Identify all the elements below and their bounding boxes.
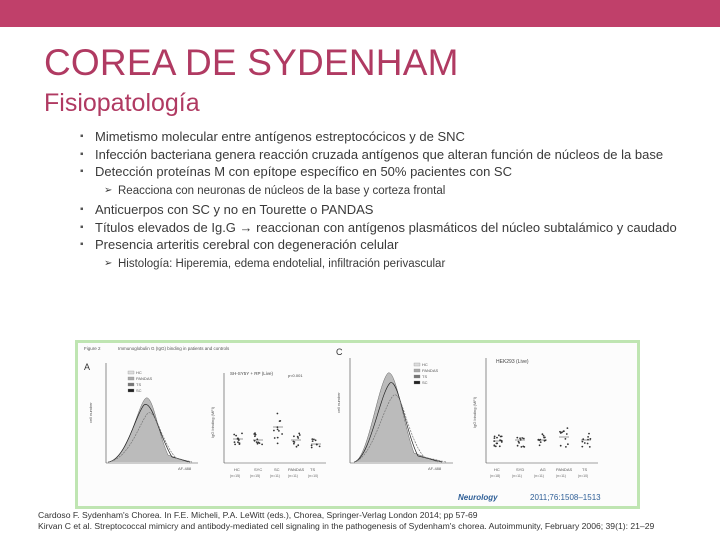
scatter-dot [311,447,313,449]
panel-b-title: SH-SY5Y + RP (Live) [230,371,273,376]
scatter-dot [313,439,315,441]
scatter-dot [565,446,567,448]
scatter-dot [494,436,496,438]
svg-text:HC: HC [136,370,142,375]
panel-b-dotplot [210,371,326,478]
scatter-dot [499,445,501,447]
scatter-dot [563,430,565,432]
panel-d-dotplot [472,358,598,478]
scatter-dot [567,443,569,445]
scatter-dot [239,442,241,444]
sub-bullet-item: ➢ Reacciona con neuronas de núcleos de la base y corteza frontal [80,183,680,200]
svg-text:PANDAS: PANDAS [288,467,305,472]
scatter-dot [521,437,523,439]
scatter-dot [274,437,276,439]
scatter-dot [279,420,281,422]
scatter-dot [311,438,313,440]
ylabel-d: IgG binding (MFI) [472,396,477,428]
scatter-dot [319,446,321,448]
scatter-dot [297,444,299,446]
arrow-marker-icon: ➢ [104,184,113,196]
scatter-dot [566,433,568,435]
panel-b-pvalue: p<0.001 [288,373,303,378]
svg-text:(n=11): (n=11) [534,474,544,478]
scatter-dot [293,435,295,437]
scatter-dot [258,442,260,444]
scatter-dot [293,441,295,443]
svg-text:PANDAS: PANDAS [422,368,439,373]
scatter-dot [516,437,518,439]
scatter-dot [589,446,591,448]
scatter-dot [299,434,301,436]
journal-name: Neurology [458,493,498,502]
svg-text:HC: HC [422,362,428,367]
svg-text:(n=11): (n=11) [556,474,566,478]
svg-text:TS: TS [422,374,428,379]
svg-text:SYC: SYC [254,467,263,472]
scatter-dot [256,441,258,443]
bullet-item: ▪ Títulos elevados de Ig.G → reaccionan con antígenos plasmáticos del núcleo subtalámico y caudado [80,219,677,235]
bullet-item: ▪ Detección proteínas M con epítope específico en 50% pacientes con SC [80,164,512,179]
panel-c-histogram [336,358,453,471]
figure-caption: Immunoglobulin G (IgG) binding in patients and controls [118,346,230,351]
scatter-dot [494,437,496,439]
ylabel-a: cell number [88,402,93,423]
svg-text:SYD: SYD [516,467,525,472]
svg-text:(n=10): (n=10) [308,474,319,478]
top-accent-bar [0,0,720,27]
scatter-dot [539,444,541,446]
scatter-dot [590,438,592,440]
svg-text:(n=10): (n=10) [578,474,589,478]
sub-bullet-item: ➢ Histología: Hiperemia, edema endotelial, infiltración perivascular [80,256,680,273]
svg-text:SC: SC [422,380,428,385]
bullet-marker-icon: ▪ [80,221,84,233]
svg-text:PANDAS: PANDAS [556,467,573,472]
scatter-dot [255,434,257,436]
axis-a-label: AF-488 [178,466,192,471]
scatter-dot [519,437,521,439]
svg-text:(n=18): (n=18) [490,474,501,478]
scatter-dot [235,435,237,437]
scatter-dot [297,436,299,438]
scatter-dot [234,444,236,446]
scatter-dot [543,437,545,439]
scatter-dot [587,436,589,438]
scatter-dot [522,446,524,448]
bullet-marker-icon: ▪ [80,239,84,250]
panel-a-histogram [88,363,198,471]
scatter-dot [312,440,314,442]
scatter-dot [565,438,567,440]
reference-2: Kirvan C et al. Streptococcal mimicry and antibody-mediated cell signaling in the pathogenesis of Sydenham's chorea. Autoimmunity, February 2006; 39(1): 21–29 [38,521,655,531]
bullet-item: ▪ Anticuerpos con SC y no en Tourette o PANDAS [80,202,374,217]
scatter-dot [501,441,503,443]
scatter-dot [538,439,540,441]
scatter-dot [311,445,313,447]
scatter-dot [545,439,547,441]
slide-subtitle: Fisiopatología [44,89,200,117]
slide-title: COREA DE SYDENHAM [44,42,459,83]
svg-text:PANDAS: PANDAS [136,376,153,381]
scatter-dot [588,433,590,435]
journal-citation: 2011;76:1508–1513 [530,493,601,502]
scatter-dot [273,430,275,432]
arrow-marker-icon: ➢ [104,257,113,269]
scatter-dot [559,431,561,433]
bullet-item: ▪ Presencia arteritis cerebral con degeneración celular [80,237,399,252]
scatter-dot [496,443,498,445]
scatter-dot [254,435,256,437]
scatter-dot [517,445,519,447]
svg-text:SC: SC [136,388,142,393]
scatter-dot [296,446,298,448]
scatter-dot [315,439,317,441]
svg-text:TS: TS [582,467,588,472]
scatter-dot [277,413,279,415]
scatter-dot [277,443,279,445]
svg-text:HC: HC [234,467,240,472]
scatter-dot [582,441,584,443]
scatter-dot [496,437,498,439]
bullet-marker-icon: ▪ [80,166,84,177]
bullet-marker-icon: ▪ [80,204,84,215]
scatter-dot [523,438,525,440]
scatter-dot [501,436,503,438]
scatter-dot [584,442,586,444]
svg-text:(n=11): (n=11) [512,474,522,478]
ylabel-c: cell number [336,392,341,413]
scatter-dot [234,441,236,443]
panel-c-label: C [336,347,343,357]
svg-text:(n=11): (n=11) [270,474,280,478]
scatter-dot [542,433,544,435]
scatter-dot [316,443,318,445]
svg-text:TS: TS [136,382,142,387]
scatter-dot [278,430,280,432]
references [38,510,654,532]
scatter-dot [587,443,589,445]
scatter-dot [521,446,523,448]
svg-text:TS: TS [310,467,316,472]
svg-text:(n=15): (n=15) [230,474,241,478]
scatter-dot [241,433,243,435]
bullet-item: ▪ Infección bacteriana genera reacción cruzada antígenos que alteran función de núcleos de la base [80,146,664,162]
bullet-item: ▪ Mimetismo molecular entre antígenos estreptocócicos y de SNC [80,129,465,144]
scatter-dot [518,441,520,443]
scatter-dot [581,446,583,448]
research-figure [75,340,640,509]
svg-text:SC: SC [274,467,280,472]
svg-text:(n=11): (n=11) [288,474,298,478]
scatter-dot [277,429,279,431]
bullet-list [80,129,680,275]
scatter-dot [561,431,563,433]
scatter-dot [237,441,239,443]
cell-label: HEK293 (Live) [496,359,529,365]
svg-text:AG: AG [540,467,546,472]
reference-1: Cardoso F. Sydenham's Chorea. In F.E. Micheli, P.A. LeWitt (eds.), Chorea, Springer-Verlag London 2014; pp 57-69 [38,510,478,520]
scatter-dot [498,434,500,436]
scatter-dot [298,433,300,435]
bullet-marker-icon: ▪ [80,148,84,160]
scatter-dot [277,437,279,439]
svg-text:(n=15): (n=15) [250,474,261,478]
scatter-dot [293,443,295,445]
svg-text:HC: HC [494,467,500,472]
bullet-marker-icon: ▪ [80,131,84,142]
scatter-dot [494,445,496,447]
scatter-dot [543,435,545,437]
figure-svg [78,343,637,506]
figure-header: Figure 2 [84,346,101,351]
axis-c-label: AF-488 [428,466,442,471]
scatter-dot [233,434,235,436]
panel-a-label: A [84,362,91,372]
scatter-dot [281,433,283,435]
scatter-dot [560,445,562,447]
scatter-dot [261,444,263,446]
scatter-dot [540,441,542,443]
ylabel-b: IgG binding (MFI) [210,406,215,438]
scatter-dot [567,427,569,429]
